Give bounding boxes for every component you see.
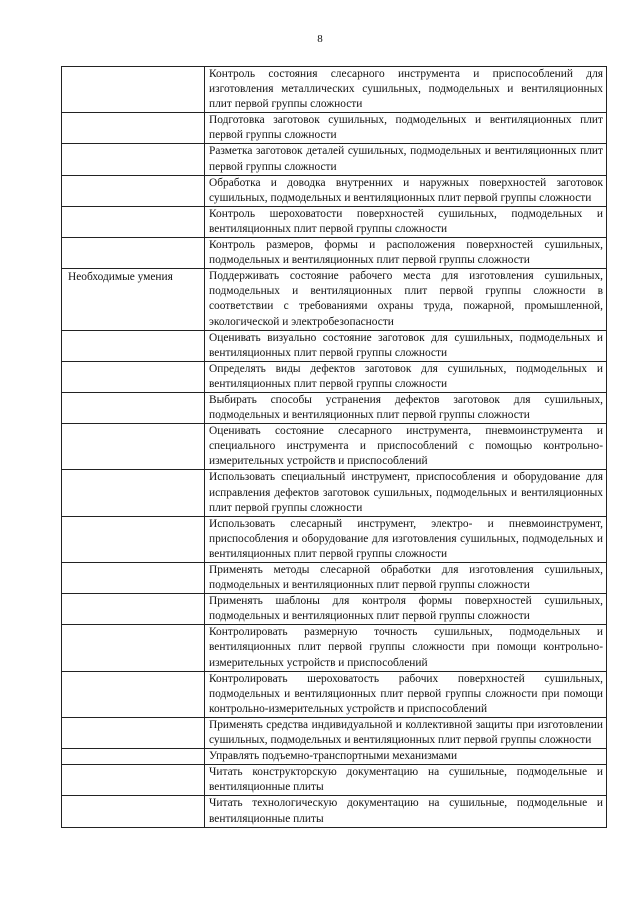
table-row (62, 625, 607, 671)
page-number: 8 (317, 33, 323, 45)
requirement-text: Применять средства индивидуальной и коллективной защиты при изготовлении сушильных, подмодельных и вентиляционных плит первой группы сложности (205, 717, 607, 748)
label-cell (62, 671, 205, 717)
requirement-text: Контроль шероховатости поверхностей сушильных, подмодельных и вентиляционных плит первой группы сложности (205, 206, 607, 237)
label-cell (62, 361, 205, 392)
table-row (62, 749, 607, 765)
table-row (62, 330, 607, 361)
requirement-text: Оценивать состояние слесарного инструмента, пневмоинструмента и специального инструмента и приспособлений с помощью контрольно-измерительных устройств и приспособлений (205, 424, 607, 470)
requirement-text: Подготовка заготовок сушильных, подмодельных и вентиляционных плит первой группы сложности (205, 113, 607, 144)
requirement-text: Определять виды дефектов заготовок для сушильных, подмодельных и вентиляционных плит первой группы сложности (205, 361, 607, 392)
requirement-text: Контроль состояния слесарного инструмента и приспособлений для изготовления металлических сушильных, подмодельных и вентиляционных плит первой группы сложности (205, 67, 607, 113)
requirement-text: Применять шаблоны для контроля формы поверхностей сушильных, подмодельных и вентиляционных плит первой группы сложности (205, 594, 607, 625)
requirement-text: Обработка и доводка внутренних и наружных поверхностей заготовок сушильных, подмодельных и вентиляционных плит первой группы сложности (205, 175, 607, 206)
label-cell (62, 67, 205, 113)
label-cell (62, 392, 205, 423)
label-cell (62, 625, 205, 671)
requirement-text: Разметка заготовок деталей сушильных, подмодельных и вентиляционных плит первой группы сложности (205, 144, 607, 175)
label-cell (62, 765, 205, 796)
label-cell (62, 206, 205, 237)
table-row (62, 269, 607, 330)
table-row (62, 392, 607, 423)
requirements-table-body (62, 67, 607, 828)
requirements-table (61, 66, 607, 828)
table-row (62, 796, 607, 827)
requirement-text: Использовать слесарный инструмент, электро- и пневмоинструмент, приспособления и оборудование для изготовления сушильных, подмодельных и вентиляционных плит первой группы сложности (205, 516, 607, 562)
requirement-text: Использовать специальный инструмент, приспособления и оборудование для исправления дефектов заготовок сушильных, подмодельных и вентиляционных плит первой группы сложности (205, 470, 607, 516)
requirement-text: Читать технологическую документацию на сушильные, подмодельные и вентиляционные плиты (205, 796, 607, 827)
table-row (62, 424, 607, 470)
table-row (62, 144, 607, 175)
table-row (62, 671, 607, 717)
group-label: Необходимые умения (68, 271, 173, 284)
requirement-text: Оценивать визуально состояние заготовок для сушильных, подмодельных и вентиляционных плит первой группы сложности (205, 330, 607, 361)
requirement-text: Контролировать размерную точность сушильных, подмодельных и вентиляционных плит первой группы сложности при помощи контрольно-измерительных устройств и приспособлений (205, 625, 607, 671)
table-row (62, 516, 607, 562)
table-row (62, 206, 607, 237)
table-row (62, 67, 607, 113)
requirement-text: Выбирать способы устранения дефектов заготовок для сушильных, подмодельных и вентиляционных плит первой группы сложности (205, 392, 607, 423)
table-row (62, 594, 607, 625)
label-cell (62, 563, 205, 594)
label-cell (62, 796, 205, 827)
group-label (66, 67, 201, 68)
label-cell (62, 594, 205, 625)
label-cell (62, 238, 205, 269)
table-row (62, 113, 607, 144)
table-row (62, 765, 607, 796)
label-cell (62, 330, 205, 361)
table-row (62, 175, 607, 206)
table-row (62, 470, 607, 516)
table-row (62, 238, 607, 269)
requirement-text: Контроль размеров, формы и расположения поверхностей сушильных, подмодельных и вентиляционных плит первой группы сложности (205, 238, 607, 269)
label-cell (62, 269, 205, 330)
label-cell (62, 113, 205, 144)
table-row (62, 361, 607, 392)
label-cell (62, 717, 205, 748)
label-cell (62, 749, 205, 765)
requirement-text: Поддерживать состояние рабочего места для изготовления сушильных, подмодельных и вентиляционных плит первой группы сложности в соответствии с требованиями охраны труда, пожарной, промышленной, экологической и электробезопасности (205, 269, 607, 330)
label-cell (62, 516, 205, 562)
label-cell (62, 175, 205, 206)
label-cell (62, 144, 205, 175)
requirement-text: Контролировать шероховатость рабочих поверхностей сушильных, подмодельных и вентиляционных плит первой группы сложности при помощи контрольно-измерительных устройств и приспособлений (205, 671, 607, 717)
table-row (62, 717, 607, 748)
table-row (62, 563, 607, 594)
requirement-text: Управлять подъемно-транспортными механизмами (205, 749, 607, 765)
requirement-text: Читать конструкторскую документацию на сушильные, подмодельные и вентиляционные плиты (205, 765, 607, 796)
requirement-text: Применять методы слесарной обработки для изготовления сушильных, подмодельных и вентиляционных плит первой группы сложности (205, 563, 607, 594)
label-cell (62, 424, 205, 470)
label-cell (62, 470, 205, 516)
